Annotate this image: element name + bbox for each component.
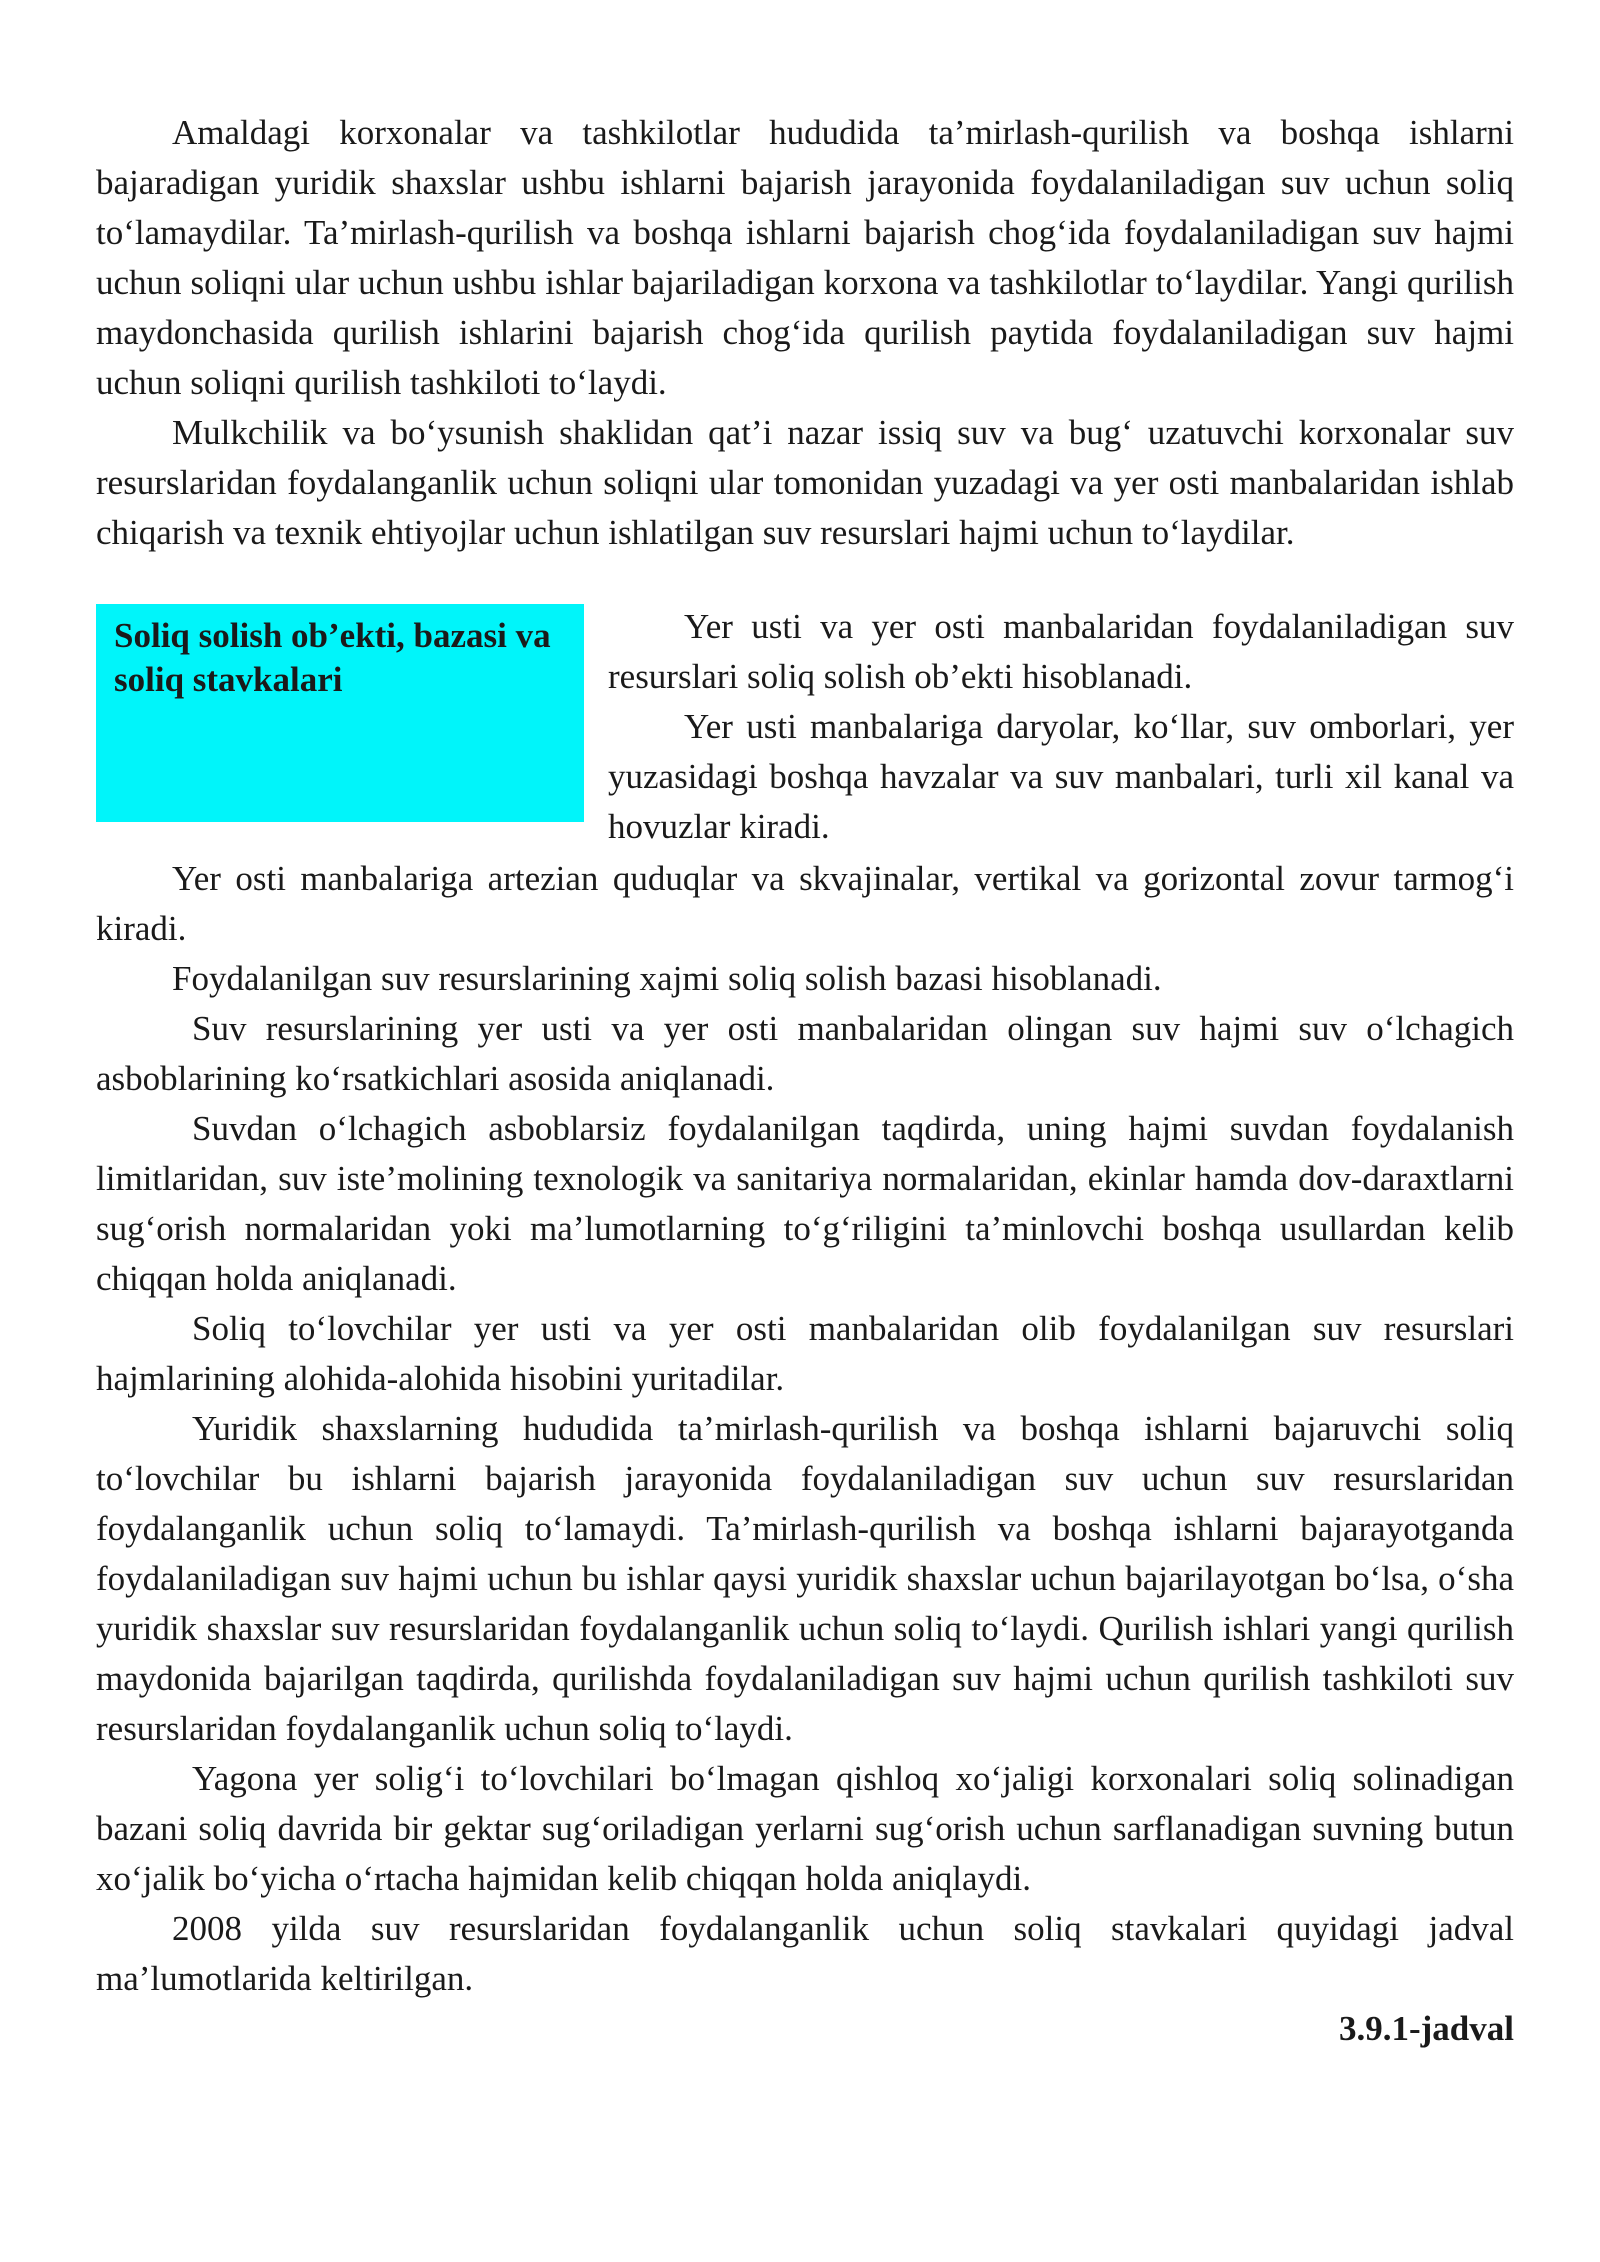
paragraph: Suvdan o‘lchagich asboblarsiz foydalanilgan taqdirda, uning hajmi suvdan foydalanish limitlaridan, suv iste’molining texnologik va sanitariya normalaridan, ekinlar hamda dov-daraxtlarni sug‘orish normalaridan yoki ma’lumotlarning to‘g‘riligini ta’minlovchi boshqa usullardan kelib chiqqan holda aniqlanadi. [96,1109,1514,1298]
section-heading-box [96,604,584,822]
paragraph: Yuridik shaxslarning hududida ta’mirlash-qurilish va boshqa ishlarni bajaruvchi soliq to‘lovchilar bu ishlarni bajarish jarayonida foydalaniladigan suv uchun suv resurslaridan foydalanganlik uchun soliq to‘lamaydi. Ta’mirlash-qurilish va boshqa ishlarni bajarayotganda foydalaniladigan suv hajmi uchun bu ishlar qaysi yuridik shaxslar uchun bajarilayotgan bo‘lsa, o‘sha yuridik shaxslar suv resurslaridan foydalanganlik uchun soliq to‘laydi. Qurilish ishlari yangi qurilish maydonida bajarilgan taqdirda, qurilishda foydalaniladigan suv hajmi uchun qurilish tashkiloti suv resurslaridan foydalanganlik uchun soliq to‘laydi. [96,1409,1514,1748]
paragraph: Foydalanilgan suv resurslarining xajmi soliq solish bazasi hisoblanadi. [172,959,1162,998]
paragraph: Yer usti manbalariga daryolar, ko‘llar, suv omborlari, yer yuzasidagi boshqa havzalar va suv manbalari, turli xil kanal va hovuzlar kiradi. [608,707,1514,846]
paragraph: Yagona yer solig‘i to‘lovchilari bo‘lmagan qishloq xo‘jaligi korxonalari soliq solinadigan bazani soliq davrida bir gektar sug‘oriladigan yerlarni sug‘orish uchun sarflanadigan suvning butun xo‘jalik bo‘yicha o‘rtacha hajmidan kelib chiqqan holda aniqlaydi. [96,1759,1514,1898]
section-block [96,602,1514,854]
paragraph: 2008 yilda suv resurslaridan foydalanganlik uchun soliq stavkalari quyidagi jadval ma’lumotlarida keltirilgan. [96,1909,1514,1998]
document-page [96,108,1514,2054]
paragraph: Suv resurslarining yer usti va yer osti manbalaridan olingan suv hajmi suv o‘lchagich asboblarining ko‘rsatkichlari asosida aniqlanadi. [96,1009,1514,1098]
table-caption: 3.9.1-jadval [1339,2009,1514,2048]
paragraph: Mulkchilik va bo‘ysunish shaklidan qat’i nazar issiq suv va bug‘ uzatuvchi korxonalar suv resurslaridan foydalanganlik uchun soliqni ular tomonidan yuzadagi va yer osti manbalaridan ishlab chiqarish va texnik ehtiyojlar uchun ishlatilgan suv resurslari hajmi uchun to‘laydilar. [96,413,1514,552]
paragraph: Yer osti manbalariga artezian quduqlar va skvajinalar, vertikal va gorizontal zovur tarmog‘i kiradi. [96,859,1514,948]
side-text [608,602,1514,852]
paragraph: Yer usti va yer osti manbalaridan foydalaniladigan suv resurslari soliq solish ob’ekti hisoblanadi. [608,607,1514,696]
paragraph: Soliq to‘lovchilar yer usti va yer osti manbalaridan olib foydalanilgan suv resurslari hajmlarining alohida-alohida hisobini yuritadilar. [96,1309,1514,1398]
paragraph: Amaldagi korxonalar va tashkilotlar hududida ta’mirlash-qurilish va boshqa ishlarni bajaradigan yuridik shaxslar ushbu ishlarni bajarish jarayonida foydalaniladigan suv uchun soliq to‘lamaydilar. Ta’mirlash-qurilish va boshqa ishlarni bajarish chog‘ida foydalaniladigan suv hajmi uchun soliqni ular uchun ushbu ishlar bajariladigan korxona va tashkilotlar to‘laydilar. Yangi qurilish maydonchasida qurilish ishlarini bajarish chog‘ida qurilish paytida foydalaniladigan suv hajmi uchun soliqni qurilish tashkiloti to‘laydi. [96,113,1514,402]
section-heading: Soliq solish ob’ekti, bazasi va soliq stavkalari [114,616,551,699]
